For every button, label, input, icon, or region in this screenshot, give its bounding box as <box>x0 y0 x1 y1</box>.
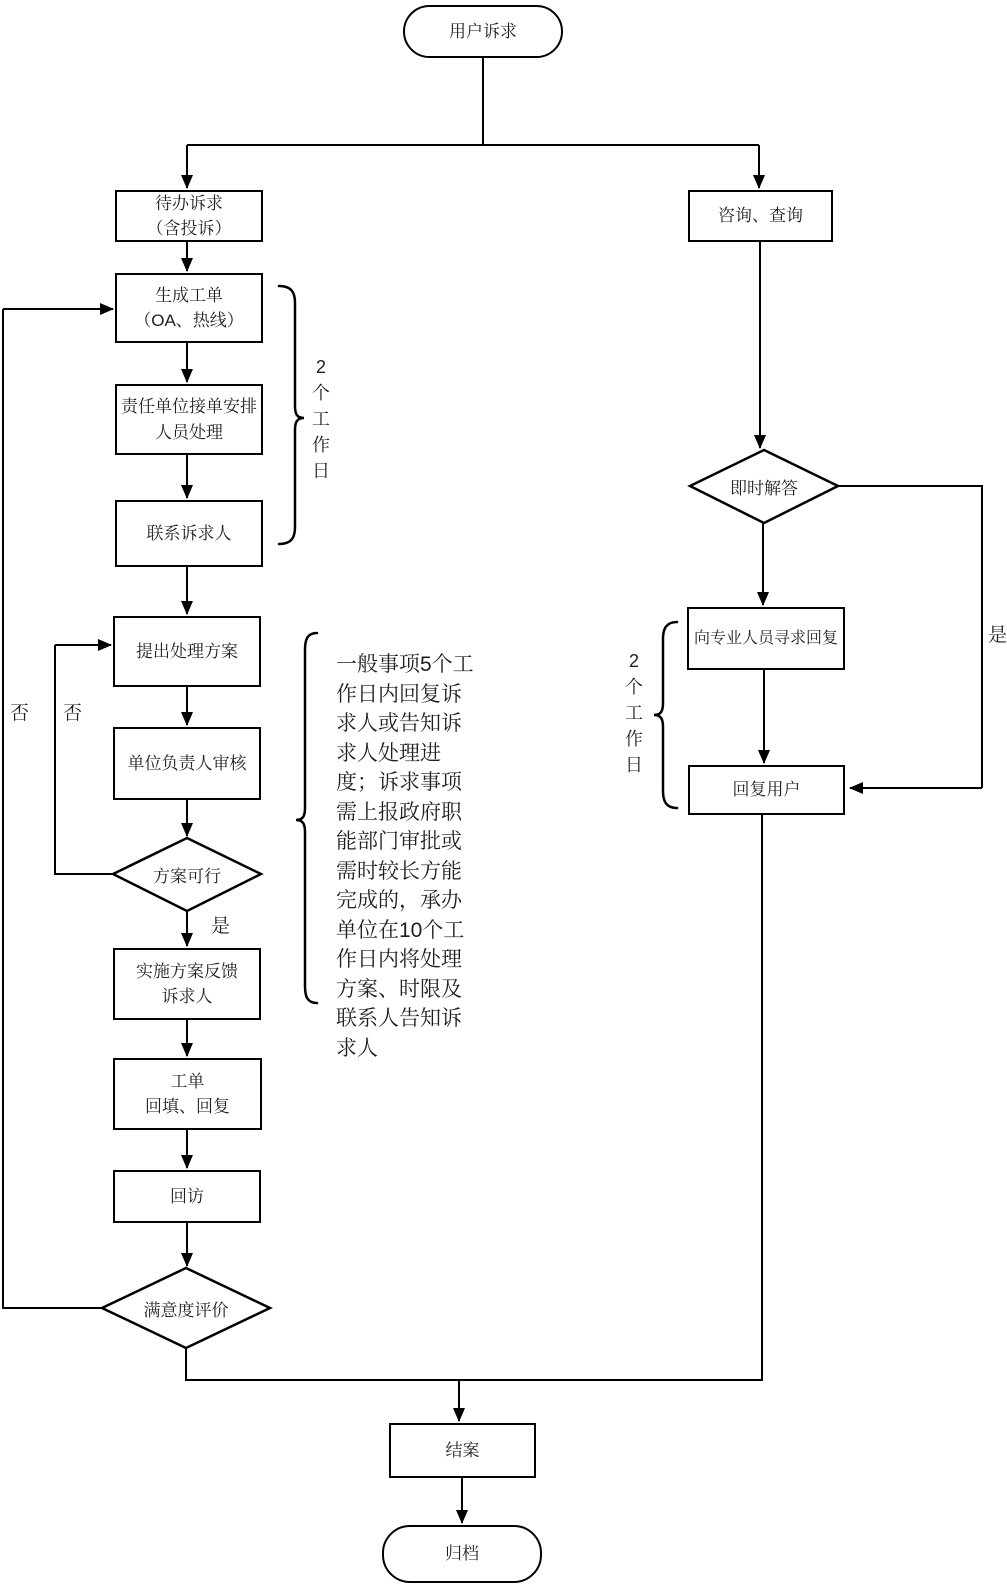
node-seek-expert <box>687 607 845 670</box>
edge-label-feasible-no: 否 <box>63 703 83 724</box>
node-implement-label-line1: 实施方案反馈 <box>136 961 238 981</box>
node-contact-label: 联系诉求人 <box>146 523 232 543</box>
node-reply-user-label: 回复用户 <box>732 780 801 800</box>
brace-note-icon <box>296 633 317 1003</box>
node-create-ticket-label-line1: 生成工单 <box>155 285 223 305</box>
node-implement <box>113 948 261 1020</box>
node-revisit <box>113 1170 261 1223</box>
edge-label-instant-yes: 是 <box>988 625 1007 646</box>
node-assign-label-line1: 责任单位接单安排 <box>121 397 257 416</box>
node-start-label: 用户诉求 <box>449 21 517 41</box>
node-close <box>389 1423 536 1478</box>
edge-instant-yes-loop <box>838 486 982 788</box>
edge-replyuser-merge <box>459 815 762 1380</box>
instant-text: 即时解答 <box>730 479 798 498</box>
node-start <box>403 5 563 58</box>
edge-satisfaction-merge <box>186 1348 459 1380</box>
node-pending <box>115 190 263 242</box>
node-close-label: 结案 <box>445 1440 480 1460</box>
node-ticket-reply-label-line1: 工单 <box>170 1071 205 1091</box>
node-assign <box>115 384 263 455</box>
node-pending-label-line2: （含投诉） <box>146 219 232 238</box>
feasible-text: 方案可行 <box>153 867 221 886</box>
node-review-label: 单位负责人审核 <box>127 753 247 773</box>
node-consult-label: 咨询、查询 <box>718 206 803 226</box>
node-implement-label-line2: 诉求人 <box>161 987 213 1006</box>
node-create-ticket <box>115 273 263 343</box>
satisfaction-text: 满意度评价 <box>143 1300 229 1320</box>
edge-label-satisfaction-no: 否 <box>10 703 30 724</box>
node-archive <box>382 1525 542 1583</box>
node-consult <box>688 190 833 242</box>
node-create-ticket-label-line2: （OA、热线） <box>134 311 244 330</box>
annotation-note: 一般事项5个工作日内回复诉求人或告知诉求人处理进度；诉求事项需上报政府职能部门审批或需时较长方能完成的，承办单位在10个工作日内将处理方案、时限及联系人告知诉求人 <box>336 653 474 1060</box>
node-seek-expert-label: 向专业人员寻求回复 <box>693 629 838 647</box>
node-ticket-reply-label-line2: 回填、回复 <box>145 1097 230 1116</box>
node-revisit-label: 回访 <box>170 1186 204 1206</box>
node-propose <box>113 616 261 687</box>
node-archive-label: 归档 <box>445 1544 479 1564</box>
edge-satisfaction-no-loop <box>3 309 102 1308</box>
node-assign-label-line2: 人员处理 <box>155 422 223 442</box>
node-satisfaction-label <box>102 1268 270 1348</box>
node-ticket-reply <box>113 1058 262 1130</box>
annotation-left-duration: 2个工作日 <box>312 357 330 481</box>
node-reply-user <box>688 765 845 815</box>
edge-feasible-no-loop <box>55 645 114 874</box>
brace-left-duration-icon <box>279 286 304 544</box>
annotation-right-duration: 2个工作日 <box>625 651 643 775</box>
edge-label-feasible-yes: 是 <box>211 916 231 937</box>
node-feasible-label <box>113 838 261 911</box>
node-review <box>113 727 261 800</box>
node-instant-label <box>690 450 838 523</box>
brace-right-duration-icon <box>654 622 677 808</box>
node-pending-label-line1: 待办诉求 <box>155 193 223 213</box>
node-propose-label: 提出处理方案 <box>136 641 238 661</box>
node-contact <box>115 500 263 567</box>
